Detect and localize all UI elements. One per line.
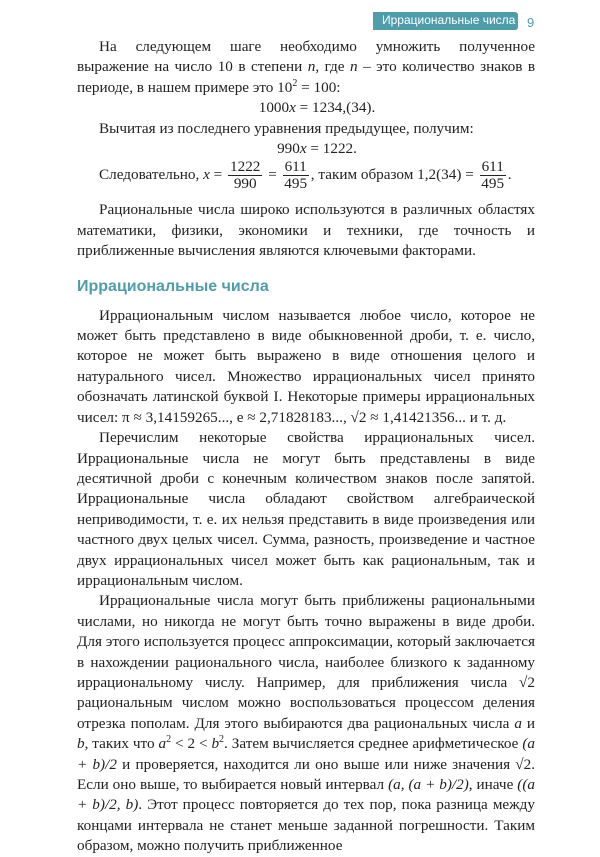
equation-1000x: 1000x = 1234,(34). [258,99,376,117]
paragraph-therefore-fractions: Следовательно, x = $\frac{1222}{990}$ = $\frac{611}{495}$ , таким образом 1,2(34) = $\frac{611}{495}$ . [99,158,512,193]
paragraph-approximation: Иррациональные числа могут быть приближены рациональными числами, но никогда не могут быть точно выражены в виде дроби. Для этого используется процесс аппроксимации, который заключается в нахождении рационального числа, наиболее близкого к заданному иррациональному числу. Например, для приближения числа √2 рациональным числом можно воспользоваться процессом деления отрезка пополам. Для этого выбираются два рациональных числа a и b, таких что $a^2 < 2 < b^2$. Затем вычисляется среднее арифметическое (a + b)/2 и проверяется, находится ли оно выше или ниже значения √2. Если оно выше, то выбирается новый интервал (a, (a + b)/2), иначе ((a + b)/2, b). Этот процесс повторяется до тех пор, пока разница между концами интервала не станет меньше заданной погрешности. Таким образом, можно получить приближенное [77,592,536,855]
paragraph-rational-usage: Рациональные числа широко используются в различных областях математики, физики, экономики и техники, где точность и приближенные вычисления являются ключевыми факторами. [77,201,535,260]
fraction-611-495: $\frac{611}{495}$ [284,158,308,193]
fraction-1222-990: $\frac{1222}{990}$ [230,158,261,193]
running-header-title: Иррациональные числа [382,13,516,27]
page-number: 9 [527,15,535,30]
section-heading-irrational: Иррациональные числа [77,277,269,295]
fraction-611-495-result: $\frac{611}{495}$ [481,158,505,193]
equation-990x: 990x = 1222. [277,140,357,158]
paragraph-multiply-step: На следующем шаге необходимо умножить полученное выражение на число 10 в степени n, где n – это количество знаков в периоде, в нашем примере это $10^2 = 100$: [77,38,536,96]
paragraph-subtract: Вычитая из последнего уравнения предыдущее, получим: [99,119,474,137]
paragraph-irrational-properties: Перечислим некоторые свойства иррациональных чисел. Иррациональные числа не могут быть представлены в виде десятичной дроби с конечным количеством знаков после запятой. Иррациональные числа обладают свойством алгебраической неприводимости, т. е. их нельзя представить в виде произведения или частного двух целых чисел. Сумма, разность, произведение и частное двух иррациональных чисел может быть как рациональным, так и иррациональным числом. [77,429,535,589]
paragraph-irrational-definition: Иррациональным числом называется любое число, которое не может быть представлено в виде обыкновенной дроби, т. е. число, которое не может быть выражено в виде отношения целого и натурального чисел. Множество иррациональных чисел принято обозначать латинской буквой I. Некоторые примеры иррациональных чисел: π ≈ 3,14159265..., e ≈ 2,71828183..., √2 ≈ 1,41421356... и т. д. [77,306,535,426]
page-body [77,37,535,857]
